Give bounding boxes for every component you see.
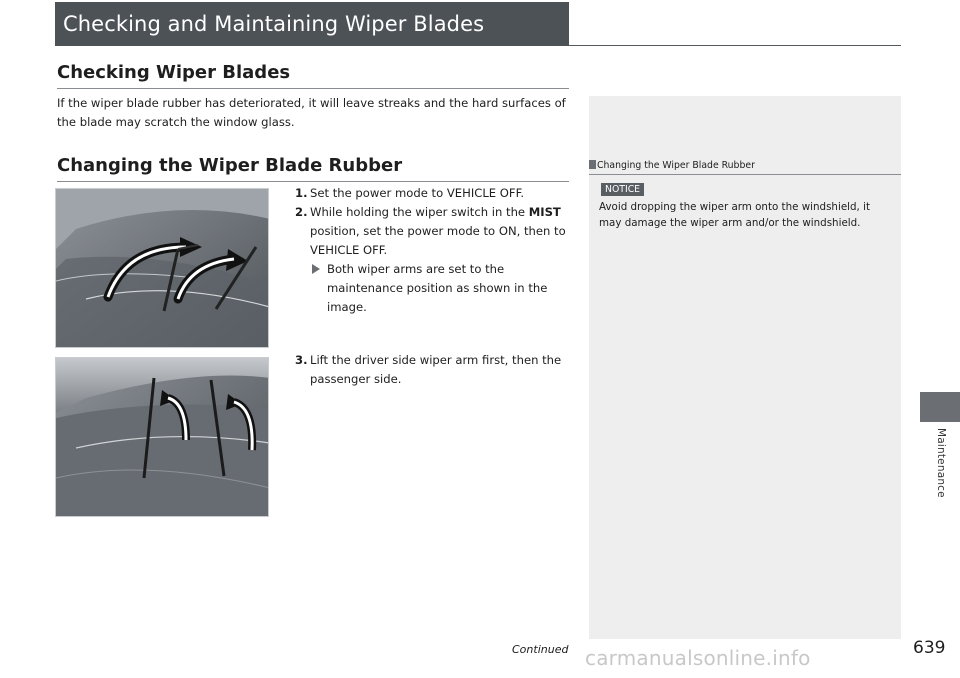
- section-rule: [57, 181, 569, 182]
- result-arrow-icon: [312, 264, 320, 274]
- page-number: 639: [913, 638, 946, 658]
- watermark: carmanualsonline.info: [585, 646, 811, 670]
- title-rule: [569, 45, 901, 46]
- step-number: 2.: [295, 205, 308, 219]
- page-title: Checking and Maintaining Wiper Blades: [63, 12, 485, 36]
- step-1: [287, 184, 577, 203]
- wiper-maintenance-position-image: [55, 188, 269, 348]
- wiper-arms-lifted-image: [55, 357, 269, 517]
- reference-marker-icon: [589, 160, 596, 169]
- windshield-illustration-2: [56, 358, 269, 517]
- intro-paragraph: If the wiper blade rubber has deteriorated, it will leave streaks and the hard surfaces of the blade may scratch the window glass.: [57, 96, 566, 129]
- title-bar: [55, 2, 569, 46]
- windshield-illustration-1: [56, 189, 269, 348]
- step-text: Lift the driver side wiper arm first, then the passenger side.: [310, 353, 562, 386]
- step-number: 3.: [295, 353, 308, 367]
- chapter-tab-label: Maintenance: [935, 428, 947, 498]
- section-heading-changing: Changing the Wiper Blade Rubber: [57, 155, 403, 176]
- step-text: Set the power mode to VEHICLE OFF.: [310, 186, 525, 200]
- mist-label: MIST: [528, 205, 561, 219]
- step-2: [287, 203, 577, 317]
- step-number: 1.: [295, 186, 308, 200]
- section-rule: [57, 88, 569, 89]
- step-3: [287, 351, 577, 389]
- step-text: While holding the wiper switch in the: [310, 205, 529, 219]
- steps-list: [287, 184, 577, 389]
- sidebar-title-text: Changing the Wiper Blade Rubber: [597, 160, 755, 171]
- step-text-cont: position, set the power mode to ON, then to VEHICLE OFF.: [310, 224, 566, 257]
- sidebar-panel: [589, 96, 901, 639]
- notice-text: Avoid dropping the wiper arm onto the windshield, it may damage the wiper arm and/or the windshield.: [599, 201, 870, 229]
- sidebar-rule: [589, 174, 901, 175]
- sidebar-title: [589, 160, 755, 171]
- continued-label: Continued: [512, 643, 569, 656]
- notice-badge: NOTICE: [601, 183, 644, 196]
- chapter-tab: [920, 392, 960, 422]
- result-text: Both wiper arms are set to the maintenance position as shown in the image.: [327, 262, 548, 314]
- section-heading-checking: Checking Wiper Blades: [57, 62, 291, 83]
- step-2-result: [310, 260, 577, 317]
